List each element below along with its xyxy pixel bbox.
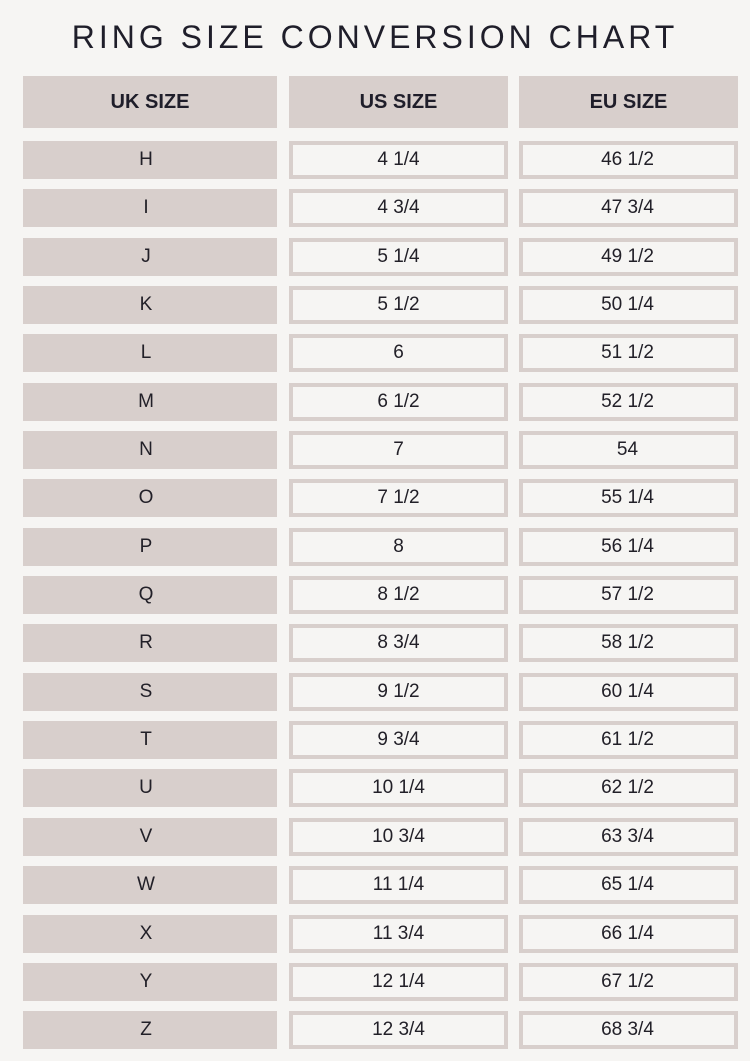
table-row	[0, 818, 750, 856]
eu-size-cell: 68 3/4	[519, 1011, 738, 1049]
us-size-cell: 11 3/4	[289, 915, 508, 953]
uk-size-cell: N	[23, 431, 277, 469]
table-row	[0, 141, 750, 179]
eu-size-cell: 54	[519, 431, 738, 469]
us-size-cell: 8 1/2	[289, 576, 508, 614]
uk-size-cell: O	[23, 479, 277, 517]
us-size-cell: 4 3/4	[289, 189, 508, 227]
uk-size-cell: Q	[23, 576, 277, 614]
uk-size-cell: Z	[23, 1011, 277, 1049]
uk-size-cell: L	[23, 334, 277, 372]
uk-size-cell: T	[23, 721, 277, 759]
uk-size-cell: R	[23, 624, 277, 662]
us-size-cell: 8 3/4	[289, 624, 508, 662]
table-row	[0, 624, 750, 662]
size-table-body	[0, 141, 750, 1060]
uk-size-cell: W	[23, 866, 277, 904]
eu-size-cell: 46 1/2	[519, 141, 738, 179]
table-row	[0, 431, 750, 469]
table-row	[0, 673, 750, 711]
us-size-cell: 9 1/2	[289, 673, 508, 711]
table-row	[0, 866, 750, 904]
uk-size-cell: H	[23, 141, 277, 179]
us-size-cell: 6 1/2	[289, 383, 508, 421]
us-size-cell: 7 1/2	[289, 479, 508, 517]
uk-size-cell: X	[23, 915, 277, 953]
uk-size-cell: S	[23, 673, 277, 711]
eu-size-cell: 50 1/4	[519, 286, 738, 324]
table-row	[0, 769, 750, 807]
eu-size-cell: 62 1/2	[519, 769, 738, 807]
eu-size-cell: 47 3/4	[519, 189, 738, 227]
us-size-cell: 10 3/4	[289, 818, 508, 856]
eu-size-cell: 55 1/4	[519, 479, 738, 517]
table-row	[0, 238, 750, 276]
eu-size-cell: 60 1/4	[519, 673, 738, 711]
table-row	[0, 528, 750, 566]
table-row	[0, 963, 750, 1001]
uk-size-cell: M	[23, 383, 277, 421]
us-size-cell: 9 3/4	[289, 721, 508, 759]
eu-size-cell: 56 1/4	[519, 528, 738, 566]
uk-size-cell: I	[23, 189, 277, 227]
uk-size-cell: K	[23, 286, 277, 324]
header-us-size: US SIZE	[289, 76, 508, 128]
eu-size-cell: 52 1/2	[519, 383, 738, 421]
header-uk-size: UK SIZE	[23, 76, 277, 128]
uk-size-cell: V	[23, 818, 277, 856]
table-row	[0, 721, 750, 759]
table-row	[0, 383, 750, 421]
us-size-cell: 7	[289, 431, 508, 469]
us-size-cell: 12 3/4	[289, 1011, 508, 1049]
us-size-cell: 11 1/4	[289, 866, 508, 904]
table-row	[0, 334, 750, 372]
eu-size-cell: 65 1/4	[519, 866, 738, 904]
eu-size-cell: 51 1/2	[519, 334, 738, 372]
uk-size-cell: P	[23, 528, 277, 566]
table-row	[0, 915, 750, 953]
us-size-cell: 8	[289, 528, 508, 566]
us-size-cell: 6	[289, 334, 508, 372]
us-size-cell: 12 1/4	[289, 963, 508, 1001]
uk-size-cell: J	[23, 238, 277, 276]
uk-size-cell: U	[23, 769, 277, 807]
eu-size-cell: 49 1/2	[519, 238, 738, 276]
table-row	[0, 479, 750, 517]
table-row	[0, 1011, 750, 1049]
eu-size-cell: 58 1/2	[519, 624, 738, 662]
eu-size-cell: 61 1/2	[519, 721, 738, 759]
page-title: RING SIZE CONVERSION CHART	[71, 19, 679, 55]
table-row	[0, 286, 750, 324]
table-row	[0, 576, 750, 614]
eu-size-cell: 66 1/4	[519, 915, 738, 953]
table-row	[0, 189, 750, 227]
us-size-cell: 5 1/2	[289, 286, 508, 324]
eu-size-cell: 63 3/4	[519, 818, 738, 856]
us-size-cell: 5 1/4	[289, 238, 508, 276]
eu-size-cell: 57 1/2	[519, 576, 738, 614]
eu-size-cell: 67 1/2	[519, 963, 738, 1001]
us-size-cell: 4 1/4	[289, 141, 508, 179]
uk-size-cell: Y	[23, 963, 277, 1001]
us-size-cell: 10 1/4	[289, 769, 508, 807]
header-eu-size: EU SIZE	[519, 76, 738, 128]
